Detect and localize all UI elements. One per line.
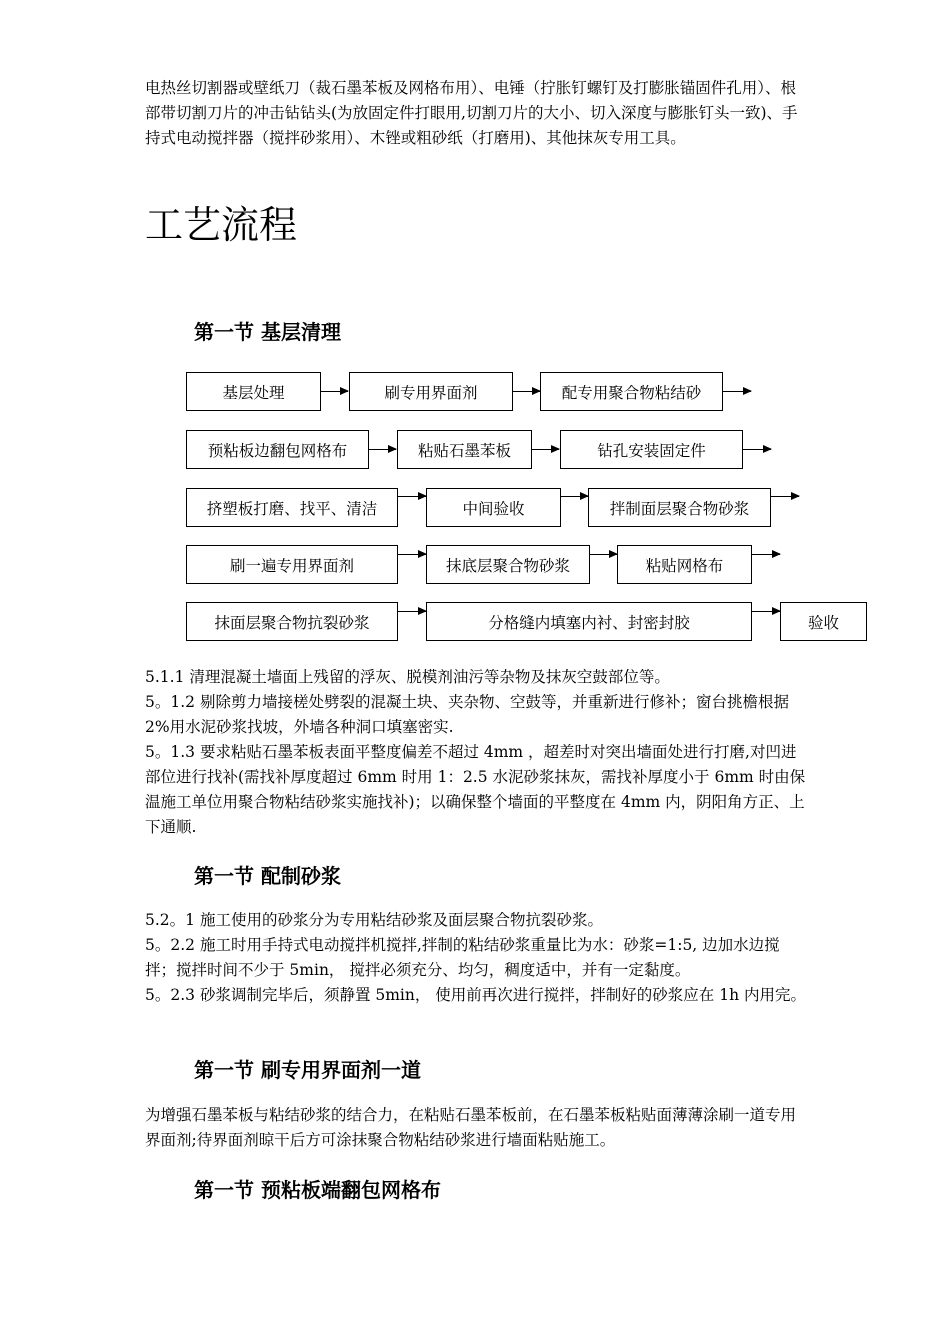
section-heading-mesh-wrap: 第一节 预粘板端翻包网格布: [194, 1178, 441, 1202]
cleaning-item-2: 5。1.2 剔除剪力墙接槎处劈裂的混凝土块、夹杂物、空鼓等，并重新进行修补；窗台挑檐根据 2%用水泥砂浆找坡，外墙各种洞口填塞密实.: [145, 693, 789, 736]
flow-step-4-2: 抹底层聚合物砂浆: [426, 545, 590, 584]
flow-step-5-2: 分格缝内填塞内衬、封密封胶: [426, 602, 752, 641]
flow-arrow: [752, 554, 780, 555]
flow-step-3-1: 挤塑板打磨、找平、清洁: [186, 488, 398, 527]
mortar-item-3: 5。2.3 砂浆调制完毕后，须静置 5min， 使用前再次进行搅拌，拌制好的砂浆应在 1h 内用完。: [145, 986, 806, 1004]
flow-step-2-1: 预粘板边翻包网格布: [186, 430, 369, 469]
page-title: 工艺流程: [145, 203, 298, 247]
flow-step-3-3: 拌制面层聚合物砂浆: [588, 488, 771, 527]
section-heading-mortar: 第一节 配制砂浆: [194, 864, 341, 888]
section-heading-base-cleaning: 第一节 基层清理: [194, 320, 341, 344]
flow-arrow: [398, 496, 426, 497]
flow-step-4-3: 粘贴网格布: [617, 545, 752, 584]
flow-step-5-1: 抹面层聚合物抗裂砂浆: [186, 602, 398, 641]
flow-arrow: [771, 496, 799, 497]
cleaning-item-3: 5。1.3 要求粘贴石墨苯板表面平整度偏差不超过 4mm ，超差时对突出墙面处进行打磨,对凹进部位进行找补(需找补厚度超过 6mm 时用 1：2.5 水泥砂浆抹灰，需找补厚度小于 6mm 时由保温施工单位用聚合物粘结砂浆实施找补)；以确保整个墙面的平整度在 4mm 内，阴阳角方正、上下通顺.: [145, 743, 806, 836]
flow-arrow: [321, 391, 348, 392]
mortar-paragraphs: [145, 908, 807, 1008]
flow-arrow: [743, 449, 771, 450]
flow-arrow: [398, 554, 426, 555]
flow-arrow: [398, 611, 426, 612]
interface-paragraph: 为增强石墨苯板与粘结砂浆的结合力，在粘贴石墨苯板前，在石墨苯板粘贴面薄薄涂刷一道专用界面剂;待界面剂晾干后方可涂抹聚合物粘结砂浆进行墙面粘贴施工。: [145, 1106, 797, 1149]
flow-step-4-1: 刷一遍专用界面剂: [186, 545, 398, 584]
flow-arrow: [532, 449, 559, 450]
flow-arrow: [561, 496, 588, 497]
flow-step-5-3: 验收: [780, 602, 867, 641]
cleaning-paragraphs: [145, 665, 807, 840]
cleaning-item-1: 5.1.1 清理混凝土墙面上残留的浮灰、脱模剂油污等杂物及抹灰空鼓部位等。: [145, 668, 670, 686]
section-heading-interface-agent: 第一节 刷专用界面剂一道: [194, 1058, 421, 1082]
flow-step-3-2: 中间验收: [426, 488, 561, 527]
mortar-item-1: 5.2。1 施工使用的砂浆分为专用粘结砂浆及面层聚合物抗裂砂浆。: [145, 911, 603, 929]
flow-arrow: [752, 611, 780, 612]
mortar-item-2: 5。2.2 施工时用手持式电动搅拌机搅拌,拌制的粘结砂浆重量比为水：砂浆=1:5, 边加水边搅拌；搅拌时间不少于 5min， 搅拌必须充分、均匀，稠度适中，并有一定黏度。: [145, 936, 780, 979]
flow-step-2-2: 粘贴石墨苯板: [397, 430, 532, 469]
flow-step-1-3: 配专用聚合物粘结砂: [540, 372, 723, 411]
flow-arrow: [513, 391, 540, 392]
flow-step-1-2: 刷专用界面剂: [349, 372, 513, 411]
intro-paragraph: 电热丝切割器或壁纸刀（裁石墨苯板及网格布用）、电锤（拧胀钉螺钉及打膨胀锚固件孔用）、根部带切割刀片的冲击钻钻头(为放固定件打眼用,切割刀片的大小、切入深度与膨胀钉头一致)、手持式电动搅拌器（搅拌砂浆用）、木锉或粗砂纸（打磨用)、其他抹灰专用工具。: [145, 79, 798, 147]
flow-arrow: [723, 391, 751, 392]
flow-step-1-1: 基层处理: [186, 372, 321, 411]
flow-arrow: [369, 449, 396, 450]
flow-arrow: [590, 554, 617, 555]
flow-step-2-3: 钻孔安装固定件: [560, 430, 743, 469]
